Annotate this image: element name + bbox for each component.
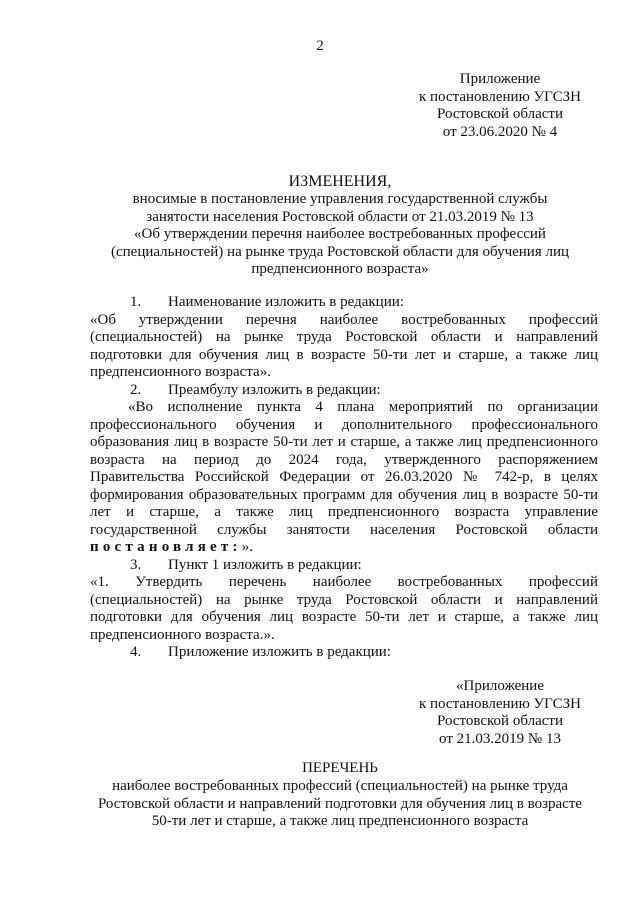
changes-subtitle-line: вносимые в постановление управления государственной службы <box>132 191 548 207</box>
appendix-date: от 23.06.2020 № 4 <box>442 123 558 140</box>
changes-title: ИЗМЕНЕНИЯ, <box>288 173 392 190</box>
page-number: 2 <box>316 38 324 54</box>
preamble-text: «Во исполнение пункта 4 плана мероприятий по организации профессионального обучения и дополнительного профессионального образования лиц в возрасте 50-ти лет и старше, а также лиц предпенсионного возраста на период до 2024 года, утвержденного распоряжением Правительства Российской Федерации от 26.03.2020 № 742-р, в целях формирования образовательных программ для обучения лиц в возрасте 50-ти лет и старше, а также лиц предпенсионного возраста управление государственной службы занятости населения Ростовской области <box>90 399 598 538</box>
appendix-header-top <box>400 71 600 141</box>
item-3-heading <box>90 557 598 575</box>
item-heading-text: Пункт 1 изложить в редакции: <box>168 556 362 573</box>
item-heading-text: Преамбулу изложить в редакции: <box>168 381 381 398</box>
changes-subtitle <box>90 191 590 279</box>
appendix-resolution: к постановлению УГСЗН <box>418 88 581 105</box>
list-subtitle <box>80 778 600 831</box>
list-subtitle-line: 50-ти лет и старше, а также лиц предпенсионного возраста <box>151 813 529 829</box>
appendix-region: Ростовской области <box>437 106 563 122</box>
list-subtitle-line: наиболее востребованных профессий (специальностей) на рынке труда <box>112 778 568 794</box>
resolves-word: постановляет: <box>90 539 242 555</box>
appendix-label: «Приложение <box>455 678 544 694</box>
item-2-text <box>90 399 598 557</box>
list-subtitle-line: Ростовской области и направлений подготовки для обучения лиц в возрасте <box>97 795 583 812</box>
item-number: 1. <box>130 294 142 310</box>
item-heading-text: Наименование изложить в редакции: <box>168 294 404 310</box>
item-3-text: «1. Утвердить перечень наиболее востребованных профессий (специальностей) на рынке труда Ростовской области и направлений подготовки для обучения лиц возрасте 50-ти лет и старше, а также лиц предпенсионного возраста.». <box>90 574 598 643</box>
item-2-heading <box>90 382 598 400</box>
preamble-end: ». <box>241 539 253 555</box>
item-number: 4. <box>130 644 142 660</box>
item-1-text: «Об утверждении перечня наиболее востребованных профессий (специальностей) на рынке труда Ростовской области и направлений подготовки для обучения лиц в возрасте 50-ти лет и старше, а также лиц предпенсионного возраста». <box>90 311 598 380</box>
document-body <box>90 294 598 662</box>
appendix-region: Ростовской области <box>437 713 563 729</box>
list-title: ПЕРЕЧЕНЬ <box>302 760 378 776</box>
appendix-date: от 21.03.2019 № 13 <box>439 730 561 747</box>
appendix-label: Приложение <box>459 71 541 87</box>
item-number: 2. <box>130 381 142 398</box>
item-1-heading <box>90 294 598 312</box>
changes-subtitle-line: предпенсионного возраста» <box>251 261 429 277</box>
appendix-resolution: к постановлению УГСЗН <box>418 695 581 712</box>
appendix-header-bottom <box>400 678 600 748</box>
changes-subtitle-line: занятости населения Ростовской области от 21.03.2019 № 13 <box>146 208 534 225</box>
changes-subtitle-line: (специальностей) на рынке труда Ростовской области для обучения лиц <box>110 243 570 260</box>
item-4-heading <box>90 644 598 662</box>
item-number: 3. <box>130 556 142 573</box>
item-heading-text: Приложение изложить в редакции: <box>168 644 391 660</box>
changes-subtitle-line: «Об утверждении перечня наиболее востребованных профессий <box>134 226 546 242</box>
